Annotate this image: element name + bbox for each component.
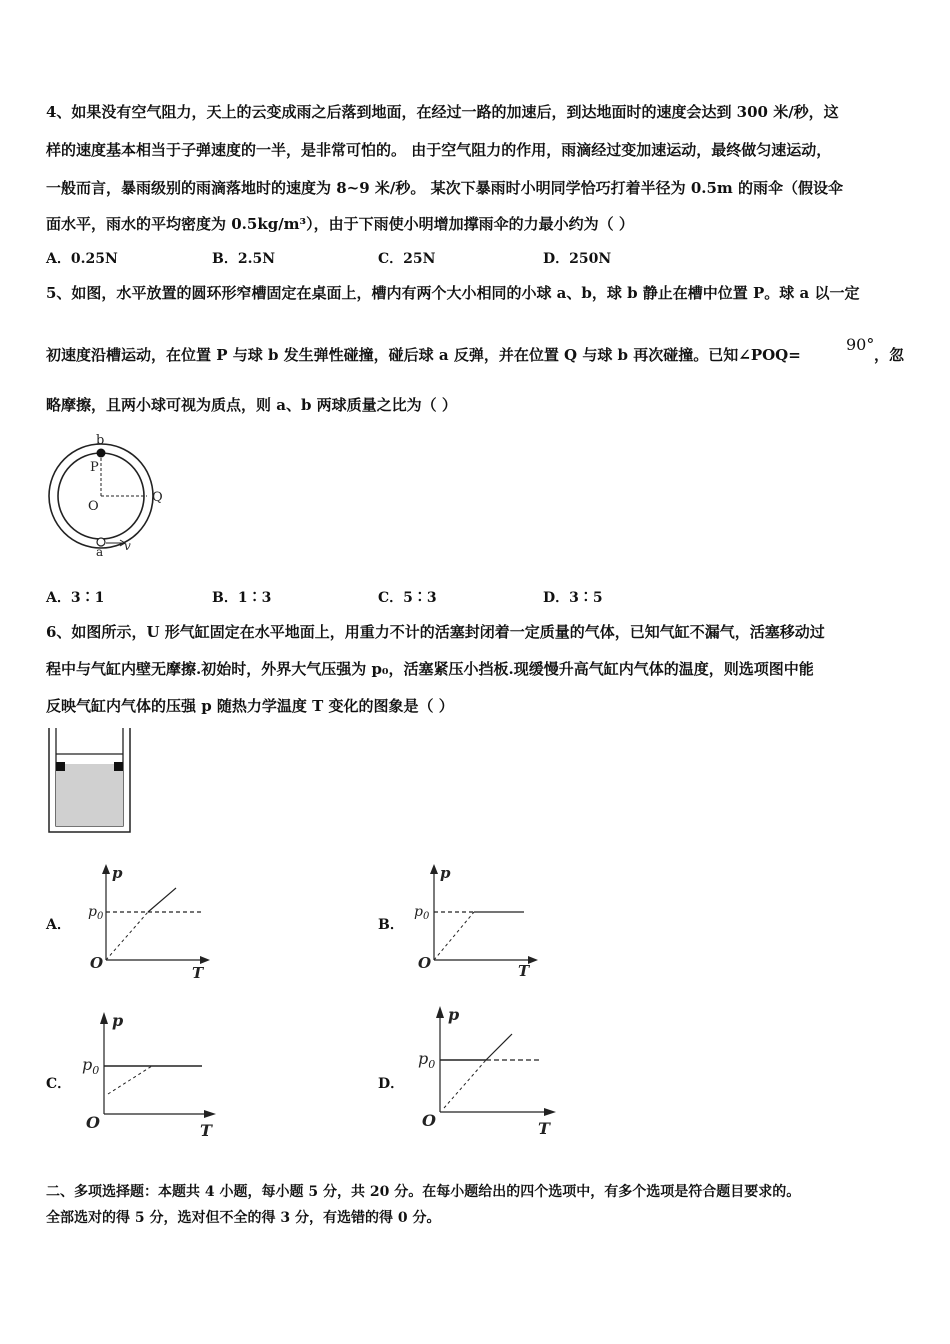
u-cylinder-figure [44,726,136,836]
q5-angle-value: 90° [846,335,875,354]
graph-a [82,858,217,983]
graph-d-x-arrow [544,1108,556,1116]
q4-option-b: B．2.5N [212,251,275,267]
q4-option-d: D．250N [543,251,612,267]
q5-option-b: B．1∶3 [212,590,272,606]
label-v: v [124,539,131,553]
stopper-right [114,762,123,771]
graph-c [78,1006,223,1138]
q4-line-2: 样的速度基本相当于子弹速度的一半，是非常可怕的。 由于空气阻力的作用，雨滴经过变加速运动，最终做匀速运动， [46,141,832,159]
q4-option-a: A．0.25N [46,251,118,267]
section2-line-2: 全部选对的得 5 分，选对但不全的得 3 分，有选错的得 0 分。 [46,1210,441,1226]
graph-b-p-label: p [440,864,451,882]
graph-d-p0-label: $p_0$ [418,1049,436,1071]
graph-a-p-label: p [112,864,123,882]
graph-d-o-label: O [422,1111,436,1130]
graph-b-x-arrow [528,956,538,964]
q6-option-d-label: D． [378,1076,405,1092]
q6-line-1: 6、如图所示，U 形气缸固定在水平地面上，用重力不计的活塞封闭着一定质量的气体，已知气缸不漏气，活塞移动过 [46,623,825,641]
graph-a-y-arrow [102,864,110,874]
graph-b-y-arrow [430,864,438,874]
q5-line-1: 5、如图，水平放置的圆环形窄槽固定在桌面上，槽内有两个大小相同的小球 a、b，球 b 静止在槽中位置 P。球 a 以一定 [46,284,860,302]
ring-groove-figure [44,430,174,560]
graph-c-x-arrow [204,1110,216,1118]
q4-line-1: 4、如果没有空气阻力，天上的云变成雨之后落到地面，在经过一路的加速后，到达地面时的速度会达到 300 米/秒，这 [46,103,839,121]
q6-option-b-label: B． [378,917,404,933]
graph-c-p0-label: $p_0$ [82,1055,100,1077]
q5-line-2: 初速度沿槽运动，在位置 P 与球 b 发生弹性碰撞，碰后球 a 反弹，并在位置 Q 与球 b 再次碰撞。已知∠POQ= [46,346,801,364]
gas-region [56,764,123,826]
label-a: a [96,545,104,559]
ball-b [97,449,106,458]
label-q: Q [152,490,163,505]
graph-a-solid-ray [148,888,176,912]
stopper-left [56,762,65,771]
q4-line-4: 面水平，雨水的平均密度为 0.5kg/m³），由于下雨使小明增加撑雨伞的力最小约为（ ） [46,215,634,233]
q6-option-c-label: C． [46,1076,72,1092]
graph-a-o-label: O [90,954,104,972]
q4-option-c: C．25N [378,251,436,267]
graph-b-o-label: O [418,954,432,972]
graph-d-y-arrow [436,1006,444,1018]
graph-c-y-arrow [100,1012,108,1024]
label-o: O [88,499,99,514]
q5-option-d: D．3∶5 [543,590,603,606]
graph-b [410,858,545,983]
graph-d-t-label: T [538,1119,550,1138]
graph-c-dashed-ray [108,1066,152,1094]
graph-b-dashed-ray [434,912,474,960]
q5-option-c: C．5∶3 [378,590,437,606]
q6-line-3: 反映气缸内气体的压强 p 随热力学温度 T 变化的图象是（ ） [46,697,454,715]
graph-a-t-label: T [192,964,204,982]
label-b: b [96,433,105,448]
q5-option-a: A．3∶1 [46,590,105,606]
graph-c-t-label: T [200,1121,212,1138]
q5-line-2-tail: ，忽 [874,346,905,364]
q6-line-2: 程中与气缸内壁无摩擦.初始时，外界大气压强为 p₀，活塞紧压小挡板.现缓慢升高气缸内气体的温度，则选项图中能 [46,660,814,678]
graph-d-p-label: p [448,1005,460,1024]
graph-a-x-arrow [200,956,210,964]
q4-line-3: 一般而言，暴雨级别的雨滴落地时的速度为 8~9 米/秒。 某次下暴雨时小明同学恰巧打着半径为 0.5m 的雨伞（假设伞 [46,179,844,197]
graph-a-dashed-ray [106,912,148,960]
section2-line-1: 二、多项选择题：本题共 4 小题，每小题 5 分，共 20 分。在每小题给出的四个选项中，有多个选项是符合题目要求的。 [46,1184,801,1200]
q6-option-a-label: A． [46,917,71,933]
graph-b-t-label: T [518,962,530,980]
graph-c-o-label: O [86,1113,100,1132]
label-p: P [90,460,99,475]
graph-b-p0-label: $p_0$ [414,904,430,922]
graph-d-solid-ray [486,1034,512,1060]
q5-line-3: 略摩擦，且两小球可视为质点，则 a、b 两球质量之比为（ ） [46,396,457,414]
graph-c-p-label: p [112,1011,124,1030]
graph-d-dashed-ray [444,1060,486,1108]
graph-a-p0-label: $p_0$ [88,904,104,922]
graph-d [414,1000,564,1138]
